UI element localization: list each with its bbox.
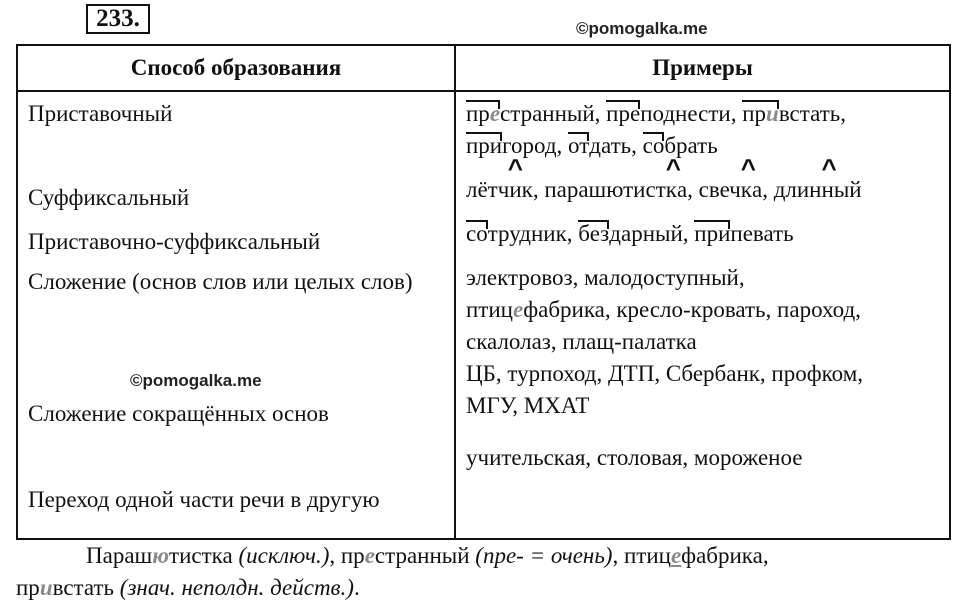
examples-abbreviation: ЦБ, турпоход, ДТП, Сбербанк, профком, МГУ, МХАТ [466, 361, 864, 418]
table-body-row [17, 91, 950, 539]
watermark-middle: ©pomogalka.me [130, 371, 262, 390]
header-method: Способ образования [17, 45, 455, 91]
word-formation-table [16, 44, 951, 540]
method-conversion: Переход одной части речи в другую [28, 487, 380, 512]
suffix-mark: ^ к [741, 174, 752, 206]
prefix-mark: от [568, 130, 589, 162]
method-suffixal: Суффиксальный [28, 185, 190, 210]
examples-prefix-suffixal: сотрудник, бездарный, припевать [466, 218, 939, 262]
prefix-mark: со [466, 218, 488, 250]
prefix-mark: пре [466, 98, 500, 130]
method-abbreviation: Сложение сокращённых основ [28, 401, 329, 426]
examples-cell [455, 91, 950, 539]
prefix-mark: при [742, 98, 779, 130]
method-prefixal: Приставочный [28, 101, 173, 126]
footer-note [16, 540, 946, 604]
suffix-mark: ^ н [822, 174, 834, 206]
exercise-number: 233. [86, 4, 150, 34]
suffix-mark: ^ к [666, 174, 677, 206]
prefix-mark: пре [606, 98, 640, 130]
header-examples: Примеры [455, 45, 950, 91]
examples-conversion: учительская, столовая, мороженое [466, 445, 803, 470]
method-compounding: Сложение (основ слов или целых слов) [28, 269, 413, 294]
examples-suffixal: лёт^ чик, парашютист^ ка, свеч^ ка, длин^ ный [466, 174, 939, 218]
table-header-row [17, 45, 950, 91]
footer-line-2: привстать (знач. неполдн. действ.). [16, 575, 360, 600]
suffix-mark: ^ чик [498, 174, 533, 206]
prefix-mark: со [643, 130, 665, 162]
methods-cell [17, 91, 455, 539]
method-prefix-suffixal: Приставочно-суффиксальный [28, 229, 321, 254]
examples-compounding: электровоз, малодоступный, птицефабрика, кресло-кровать, пароход, скалолаз, плащ-палатка [466, 265, 861, 354]
prefix-mark: при [466, 130, 502, 162]
prefix-mark: без [578, 218, 609, 250]
connecting-vowel: е [512, 297, 524, 322]
prefix-mark: при [694, 218, 730, 250]
examples-prefixal: престранный, преподнести, привстать, пригород, отдать, собрать [466, 98, 939, 174]
footer-line-1: Парашютистка (исключ.), престранный (пре- = очень), птицефабрика, [86, 543, 769, 568]
watermark-top: ©pomogalka.me [576, 19, 708, 38]
